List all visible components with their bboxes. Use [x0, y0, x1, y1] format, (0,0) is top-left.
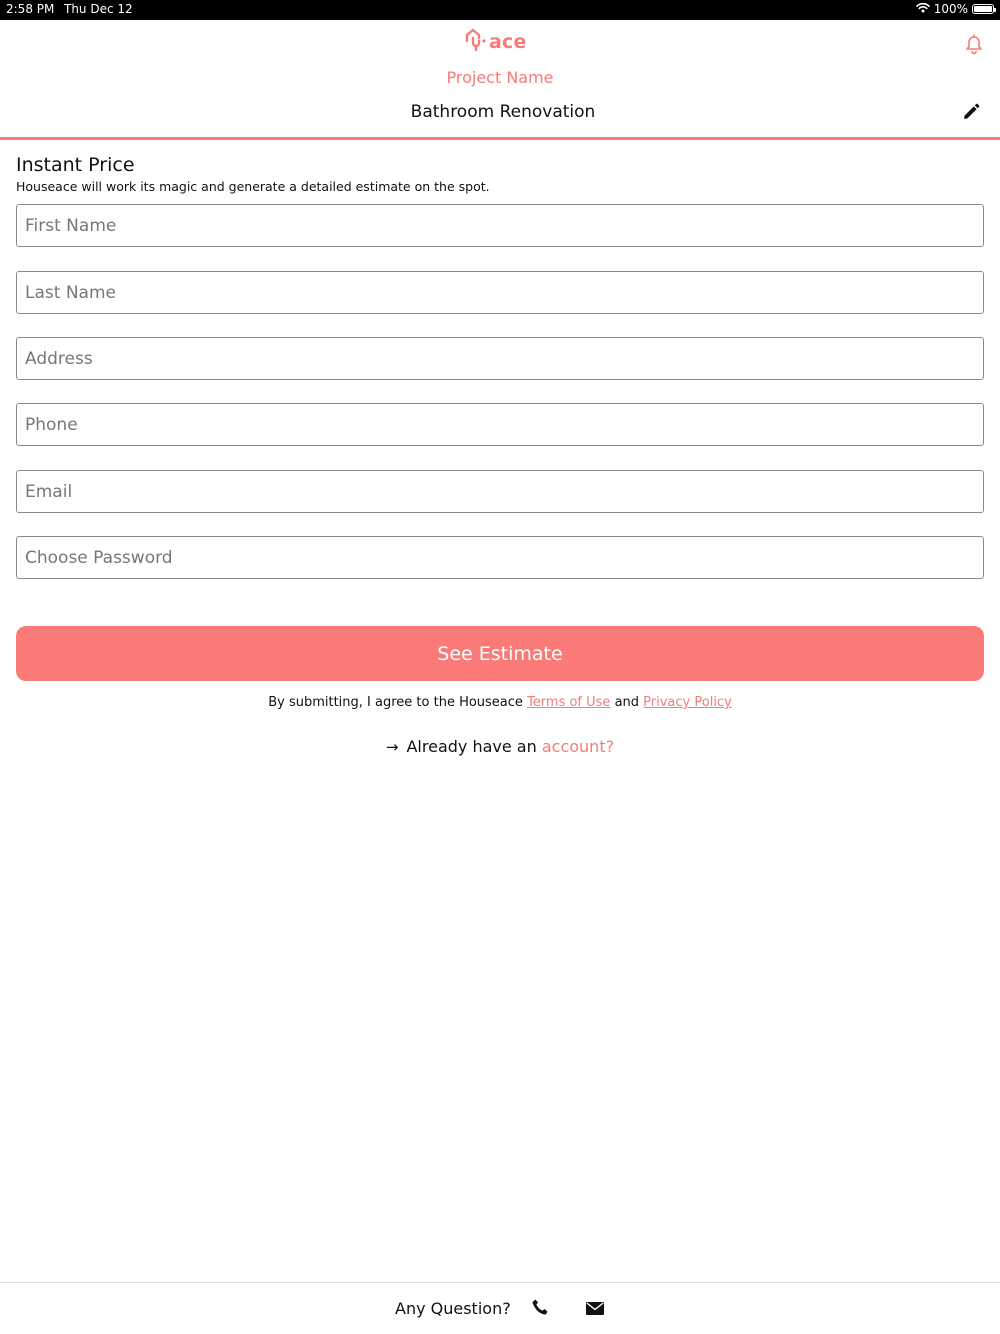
logo: [464, 28, 527, 56]
phone-icon[interactable]: [531, 1298, 551, 1322]
privacy-policy-link[interactable]: Privacy Policy: [643, 695, 732, 710]
wifi-icon: [916, 2, 930, 16]
password-field[interactable]: [16, 536, 984, 579]
terms-of-use-link[interactable]: Terms of Use: [527, 695, 611, 710]
battery-icon: [972, 4, 994, 14]
any-question-label: Any Question?: [395, 1299, 511, 1318]
address-field[interactable]: [16, 337, 984, 380]
terms-prefix: By submitting, I agree to the Houseace: [268, 695, 528, 710]
last-name-field[interactable]: [16, 271, 984, 314]
battery-level: [974, 6, 992, 12]
see-estimate-button[interactable]: See Estimate: [16, 626, 984, 681]
phone-field[interactable]: [16, 403, 984, 446]
form-description: Houseace will work its magic and generate a detailed estimate on the spot.: [16, 179, 490, 194]
email-field[interactable]: [16, 470, 984, 513]
status-time: 2:58 PM: [6, 2, 55, 16]
battery-percentage: 100%: [933, 2, 968, 16]
logo-house-icon: [464, 28, 486, 56]
arrow-right-icon: →: [385, 738, 399, 756]
header-divider: [0, 137, 1000, 140]
status-date: Thu Dec 12: [64, 2, 133, 16]
account-login-link[interactable]: account?: [541, 737, 615, 756]
first-name-field[interactable]: [16, 204, 984, 247]
bell-icon[interactable]: [962, 32, 986, 60]
form-title: Instant Price: [16, 154, 135, 176]
mail-icon[interactable]: [585, 1301, 605, 1320]
login-prompt: [0, 737, 1000, 756]
battery-tip: [994, 8, 996, 12]
status-bar: [0, 0, 1000, 20]
terms-notice: [0, 695, 1000, 710]
terms-conjunction: and: [610, 695, 644, 710]
footer-divider: [0, 1282, 1000, 1283]
logo-text: ace: [489, 31, 527, 53]
pencil-icon[interactable]: [962, 103, 980, 125]
project-name-title: Bathroom Renovation: [410, 102, 596, 122]
login-prefix: Already have an: [406, 737, 542, 756]
status-indicators: [916, 2, 994, 16]
project-name-label: Project Name: [446, 68, 554, 87]
